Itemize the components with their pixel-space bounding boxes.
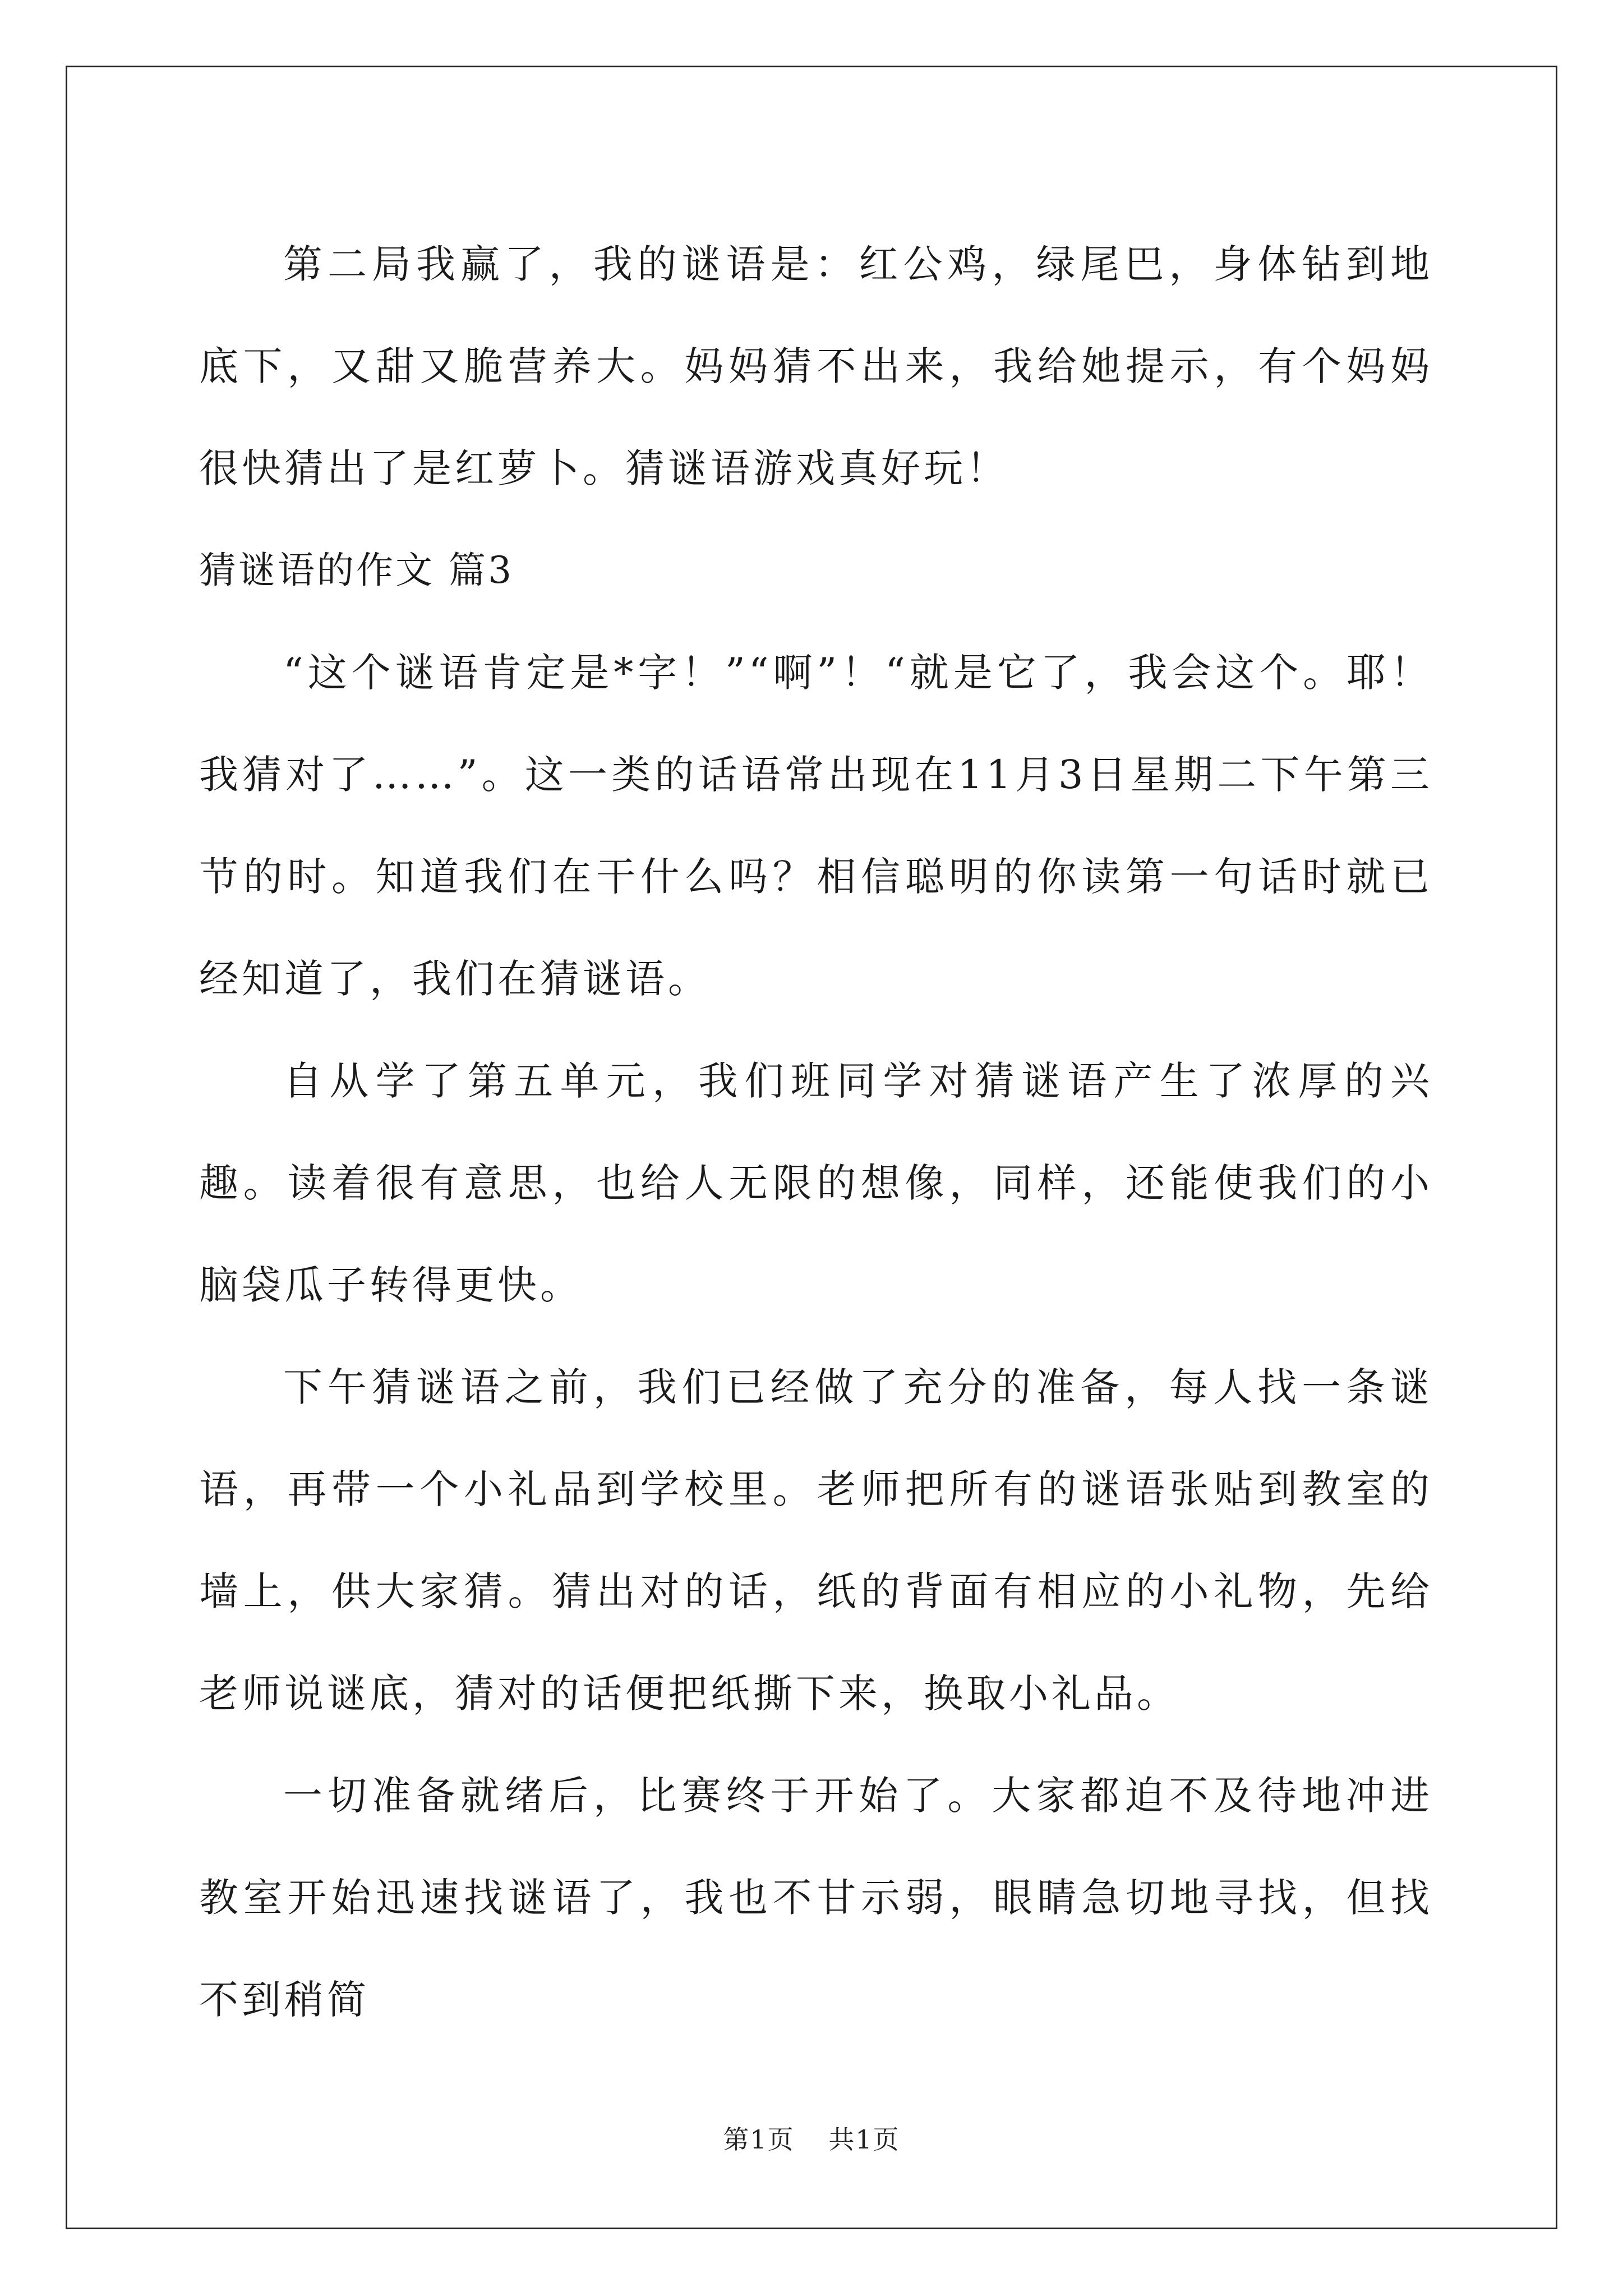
- paragraph: 自从学了第五单元，我们班同学对猜谜语产生了浓厚的兴趣。读着很有意思，也给人无限的想像，同样，还能使我们的小脑袋瓜子转得更快。: [199, 1058, 1433, 1308]
- paragraph: 一切准备就绪后，比赛终于开始了。大家都迫不及待地冲进教室开始迅速找谜语了，我也不甘示弱，眼睛急切地寻找，但找不到稍简: [199, 1773, 1433, 2023]
- page-total: 共1页: [828, 2124, 900, 2155]
- page-footer: [0, 2119, 1623, 2156]
- paragraph: “这个谜语肯定是*字！”“啊”！“就是它了，我会这个。耶！我猜对了……”。这一类的话语常出现在11月3日星期二下午第三节的时。知道我们在干什么吗？相信聪明的你读第一句话时就已经知道了，我们在猜谜语。: [199, 650, 1433, 1002]
- document-body: [199, 213, 1433, 2051]
- paragraph: 第二局我赢了，我的谜语是：红公鸡，绿尾巴，身体钻到地底下，又甜又脆营养大。妈妈猜不出来，我给她提示，有个妈妈很快猜出了是红萝卜。猜谜语游戏真好玩！: [199, 241, 1433, 491]
- paragraph: 下午猜谜语之前，我们已经做了充分的准备，每人找一条谜语，再带一个小礼品到学校里。老师把所有的谜语张贴到教室的墙上，供大家猜。猜出对的话，纸的背面有相应的小礼物，先给老师说谜底，猜对的话便把纸撕下来，换取小礼品。: [199, 1364, 1433, 1717]
- section-heading: 猜谜语的作文 篇3: [199, 549, 514, 592]
- page-number: 第1页: [723, 2124, 795, 2155]
